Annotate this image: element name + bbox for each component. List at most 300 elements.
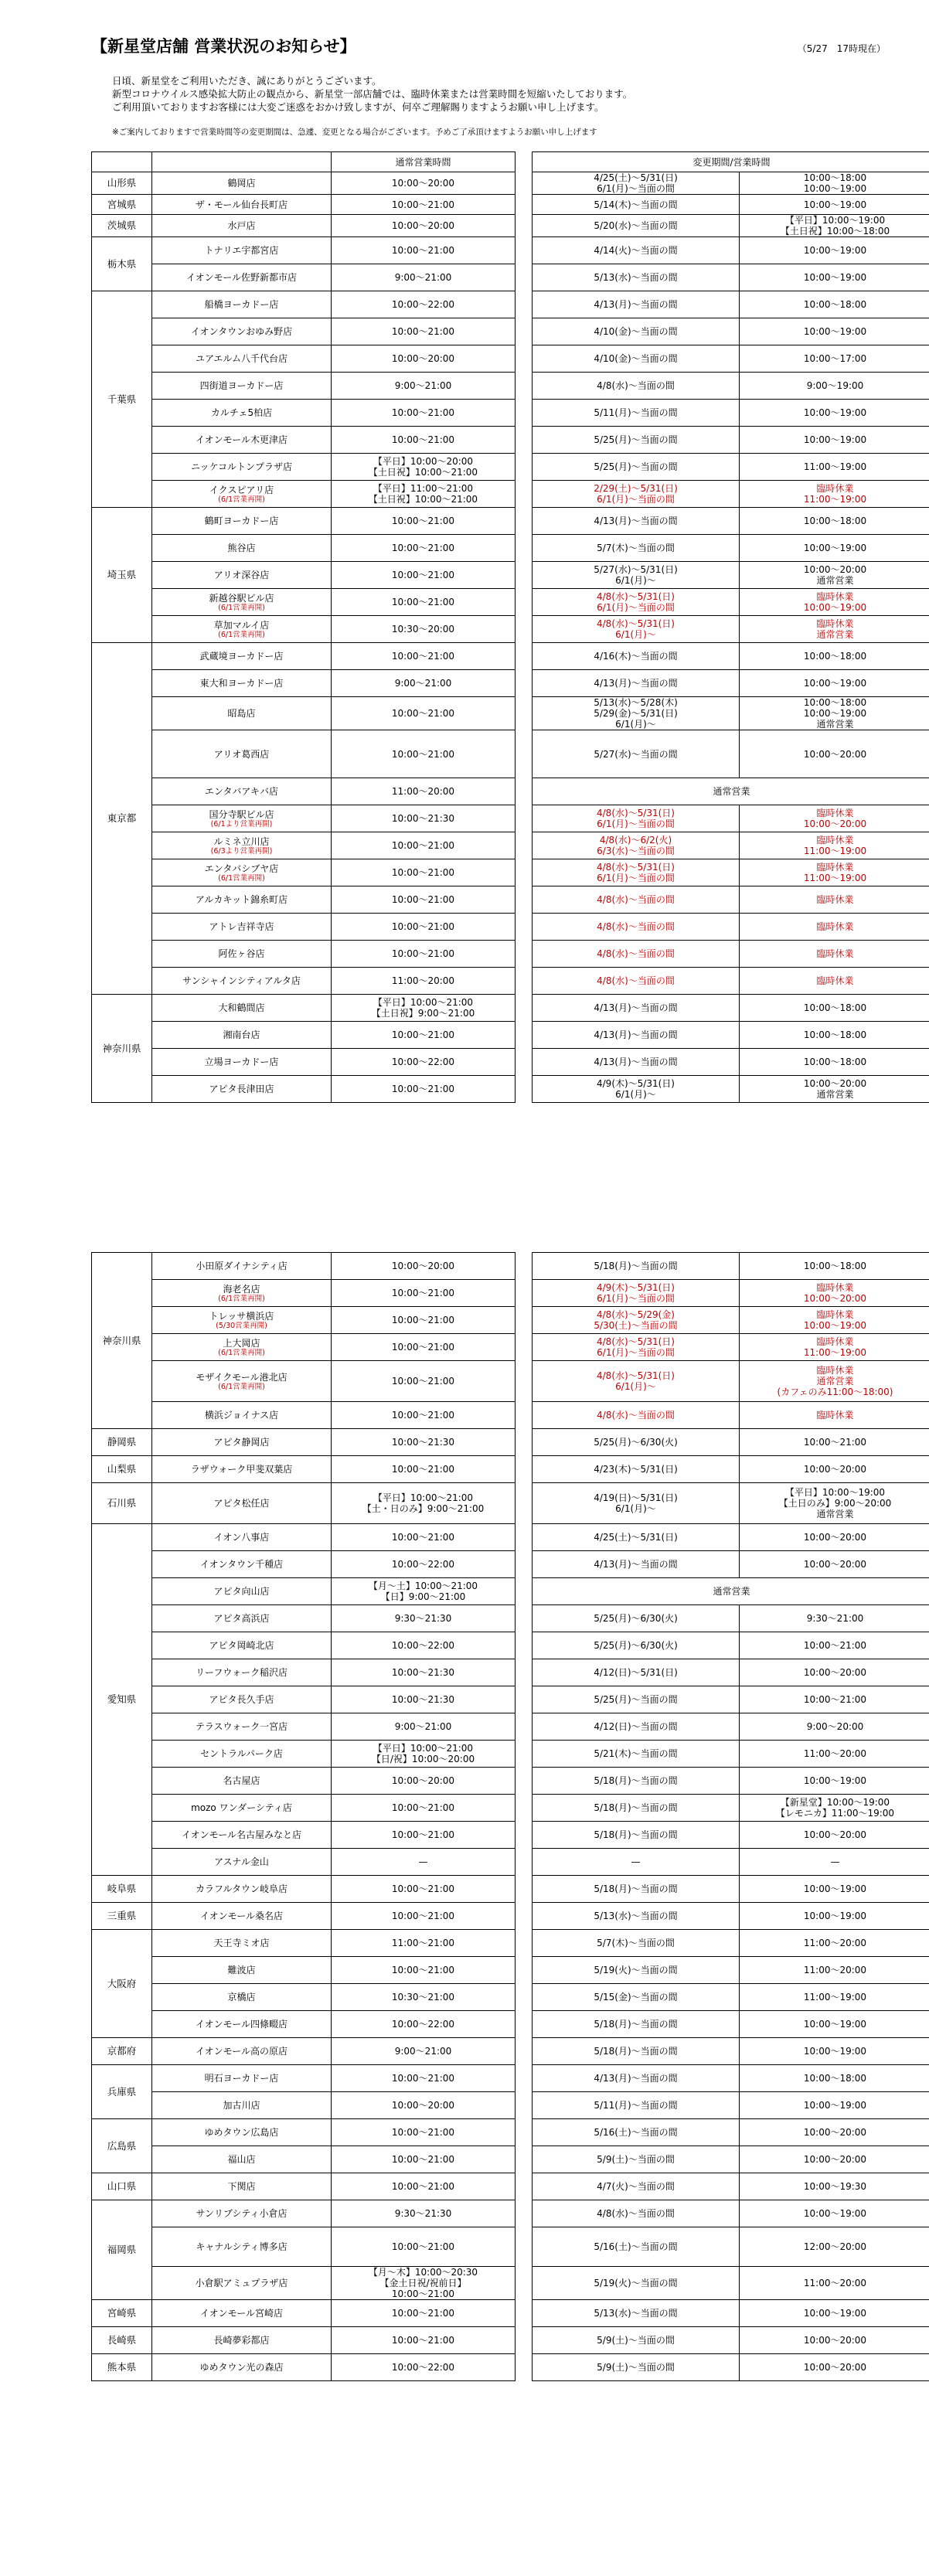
regular-hours: 9:00～21:00	[332, 264, 516, 291]
change-period: 4/8(水)～当面の間	[533, 2200, 740, 2227]
changed-hours: 10:00～18:00	[740, 1253, 929, 1280]
regular-hours: 10:00～21:00	[332, 1022, 516, 1049]
table-row	[92, 2038, 929, 2065]
prefecture-cell: 山口県	[92, 2173, 152, 2200]
changed-hours: 10:00～19:00	[740, 195, 929, 215]
store-name	[152, 1049, 332, 1076]
column-gap	[516, 2227, 533, 2267]
regular-hours: 10:00～21:00	[332, 1280, 516, 1307]
change-period: 4/8(水)～5/31(日) 6/1(月)～当面の間	[533, 859, 740, 886]
column-gap	[516, 941, 533, 968]
table-row	[92, 616, 929, 643]
regular-hours: 【月～土】10:00～21:00 【日】9:00～21:00	[332, 1578, 516, 1605]
table-row	[92, 2227, 929, 2267]
store-name	[152, 427, 332, 454]
prefecture-cell: 兵庫県	[92, 2065, 152, 2119]
table-row	[92, 508, 929, 535]
table-row	[92, 968, 929, 995]
changed-hours: 11:00～20:00	[740, 2267, 929, 2300]
changed-hours: 12:00～20:00	[740, 2227, 929, 2267]
change-period: 5/11(月)～当面の間	[533, 400, 740, 427]
changed-hours: 9:30～21:00	[740, 1605, 929, 1632]
store-name	[152, 237, 332, 264]
store-name-text: 京橋店	[227, 1992, 256, 2003]
store-name-text: イオンタウン千種店	[199, 1559, 284, 1570]
store-name	[152, 670, 332, 697]
change-period: 5/20(水)～当面の間	[533, 215, 740, 237]
column-gap	[516, 481, 533, 508]
store-name-text: 武蔵境ヨーカドー店	[199, 651, 284, 662]
as-of-timestamp: （5/27 17時現在）	[797, 43, 886, 54]
table-row	[92, 237, 929, 264]
store-name	[152, 832, 332, 859]
store-name-text: エンタバアキバ店	[205, 786, 278, 797]
change-period: 4/13(月)～当面の間	[533, 1049, 740, 1076]
table-row	[92, 400, 929, 427]
column-gap	[516, 535, 533, 562]
regular-hours: 10:00～21:00	[332, 730, 516, 778]
store-name-text: mozo ワンダーシティ店	[191, 1802, 292, 1813]
changed-hours: 10:00～18:00	[740, 995, 929, 1022]
table-row	[92, 1768, 929, 1795]
regular-hours: 10:00～20:00	[332, 1253, 516, 1280]
change-period: 5/25(月)～6/30(火)	[533, 1632, 740, 1659]
status-merged: 通常営業	[533, 1578, 929, 1605]
store-name	[152, 2011, 332, 2038]
column-gap	[516, 1686, 533, 1713]
store-name	[152, 1822, 332, 1849]
column-gap	[516, 1022, 533, 1049]
table-row	[92, 1307, 929, 1334]
table-row	[92, 643, 929, 670]
changed-hours: 10:00～18:00	[740, 643, 929, 670]
store-name	[152, 2092, 332, 2119]
change-period: 5/18(月)～当面の間	[533, 1253, 740, 1280]
prefecture-cell: 京都府	[92, 2038, 152, 2065]
column-gap	[516, 1957, 533, 1984]
column-gap	[516, 1984, 533, 2011]
store-name	[152, 1849, 332, 1876]
header-row	[92, 152, 929, 172]
store-name-text: 海老名店	[223, 1283, 260, 1295]
regular-hours: 10:00～21:00	[332, 2173, 516, 2200]
change-period: 4/8(水)～5/29(金) 5/30(土)～当面の間	[533, 1307, 740, 1334]
changed-hours: 9:00～20:00	[740, 1713, 929, 1741]
column-gap	[516, 995, 533, 1022]
changed-hours: 臨時休業	[740, 1402, 929, 1429]
store-name	[152, 1076, 332, 1103]
store-name-text: ユアエルム八千代台店	[196, 353, 288, 364]
store-name-text: エンタバシブヤ店	[204, 863, 279, 874]
change-period: 5/7(木)～当面の間	[533, 535, 740, 562]
store-name	[152, 2267, 332, 2300]
table-row	[92, 481, 929, 508]
changed-hours: 10:00～19:00	[740, 2300, 929, 2327]
reopen-note: (6/1営業再開)	[218, 630, 265, 639]
change-period: 4/8(水)～当面の間	[533, 886, 740, 914]
column-gap	[516, 195, 533, 215]
change-period: 4/12(日)～当面の間	[533, 1713, 740, 1741]
regular-hours: 10:00～22:00	[332, 291, 516, 318]
column-gap	[516, 2119, 533, 2146]
store-name-text: イオンタウンおゆみ野店	[190, 326, 293, 337]
regular-hours: 10:00～21:00	[332, 1903, 516, 1930]
regular-hours: 10:00～21:00	[332, 859, 516, 886]
changed-hours: 10:00～18:00	[740, 1049, 929, 1076]
store-name	[152, 481, 332, 508]
change-period: 5/21(木)～当面の間	[533, 1741, 740, 1768]
store-name	[152, 2065, 332, 2092]
prefecture-cell: 茨城県	[92, 215, 152, 237]
table-row	[92, 941, 929, 968]
change-period: 5/18(月)～当面の間	[533, 2011, 740, 2038]
changed-hours: 10:00～19:00	[740, 1876, 929, 1903]
store-name-text: 四街道ヨーカドー店	[199, 380, 284, 391]
change-period: 5/27(水)～当面の間	[533, 730, 740, 778]
changed-hours: 臨時休業 通常営業 (カフェのみ11:00～18:00)	[740, 1361, 929, 1402]
table-row	[92, 1741, 929, 1768]
changed-hours: 10:00～19:00	[740, 2011, 929, 2038]
changed-hours: 10:00～19:00	[740, 1903, 929, 1930]
reopen-note: (6/1営業再開)	[218, 1348, 265, 1357]
regular-hours: 10:00～21:00	[332, 589, 516, 616]
change-period: 5/14(木)～当面の間	[533, 195, 740, 215]
store-name	[152, 1686, 332, 1713]
column-gap	[516, 1713, 533, 1741]
store-name	[152, 2354, 332, 2381]
change-period: 4/14(火)～当面の間	[533, 237, 740, 264]
intro-line: ご利用頂いておりますお客様には大変ご迷惑をおかけ致しますが、何卒ご理解賜りますようお願い申し上げます。	[112, 101, 604, 113]
column-gap	[516, 670, 533, 697]
store-name-text: 鶴岡店	[227, 178, 256, 189]
regular-hours: 10:00～21:00	[332, 1334, 516, 1361]
store-name	[152, 1659, 332, 1686]
reopen-note: (6/1より営業再開)	[210, 819, 273, 829]
store-name-text: 下関店	[227, 2181, 256, 2192]
regular-hours: 10:00～21:00	[332, 2300, 516, 2327]
prefecture-cell: 福岡県	[92, 2200, 152, 2300]
column-gap	[516, 1456, 533, 1483]
store-name	[152, 968, 332, 995]
store-name	[152, 1361, 332, 1402]
store-name-text: 熊谷店	[227, 543, 256, 553]
table-row	[92, 2327, 929, 2354]
store-name	[152, 1768, 332, 1795]
store-name-text: 立場ヨーカドー店	[204, 1057, 279, 1067]
store-name	[152, 1957, 332, 1984]
store-name-text: カルチェ5柏店	[210, 407, 273, 418]
column-gap	[516, 1253, 533, 1280]
store-name-text: トレッサ横浜店	[209, 1310, 274, 1322]
changed-hours-header: 変更期間/営業時間	[533, 152, 929, 172]
column-gap	[516, 1903, 533, 1930]
column-gap	[516, 2146, 533, 2173]
column-gap	[516, 373, 533, 400]
store-name-text: アスナル金山	[214, 1856, 269, 1867]
column-gap	[516, 508, 533, 535]
store-name-text: アルカキット錦糸町店	[195, 894, 288, 905]
change-period: 4/13(月)～当面の間	[533, 291, 740, 318]
change-period: 5/13(水)～当面の間	[533, 264, 740, 291]
table-row	[92, 1253, 929, 1280]
store-name	[152, 2146, 332, 2173]
change-period: 5/25(月)～当面の間	[533, 454, 740, 481]
column-gap	[516, 1361, 533, 1402]
column-gap	[516, 562, 533, 589]
store-name	[152, 941, 332, 968]
header-cell	[152, 152, 332, 172]
change-period: 4/13(月)～当面の間	[533, 995, 740, 1022]
table-row	[92, 1795, 929, 1822]
regular-hours: 10:00～21:00	[332, 1307, 516, 1334]
reopen-note: (6/3より営業再開)	[210, 846, 273, 856]
prefecture-cell: 神奈川県	[92, 995, 152, 1103]
store-name	[152, 2173, 332, 2200]
store-name-text: 水戸店	[227, 220, 256, 231]
changed-hours: 臨時休業 11:00～19:00	[740, 859, 929, 886]
table-row	[92, 427, 929, 454]
store-name-text: サンシャインシティアルタ店	[182, 975, 301, 986]
column-gap	[516, 1768, 533, 1795]
table-row	[92, 995, 929, 1022]
table-row	[92, 1334, 929, 1361]
changed-hours: 10:00～18:00 10:00～19:00	[740, 172, 929, 195]
change-period: 4/8(水)～6/2(火) 6/3(水)～当面の間	[533, 832, 740, 859]
change-period: 5/16(土)～当面の間	[533, 2227, 740, 2267]
regular-hours: 10:00～21:00	[332, 2065, 516, 2092]
prefecture-cell: 宮崎県	[92, 2300, 152, 2327]
column-gap	[516, 968, 533, 995]
store-name	[152, 1984, 332, 2011]
store-name	[152, 1578, 332, 1605]
store-name	[152, 1903, 332, 1930]
column-gap	[516, 859, 533, 886]
store-name-text: ニッケコルトンプラザ店	[190, 461, 293, 472]
store-name	[152, 1795, 332, 1822]
column-gap	[516, 616, 533, 643]
table-row	[92, 1903, 929, 1930]
regular-hours: 10:00～21:00	[332, 2119, 516, 2146]
changed-hours: 10:00～20:00	[740, 730, 929, 778]
store-name-text: 明石ヨーカドー店	[204, 2073, 279, 2084]
intro-text	[112, 74, 854, 114]
regular-hours: 10:00～21:00	[332, 1076, 516, 1103]
reopen-note: (5/30営業再開)	[216, 1321, 267, 1330]
prefecture-cell: 大阪府	[92, 1930, 152, 2038]
reopen-note: (6/1営業再開)	[218, 1382, 265, 1391]
regular-hours: 【平日】10:00～21:00 【土日祝】9:00～21:00	[332, 995, 516, 1022]
regular-hours: 9:00～21:00	[332, 373, 516, 400]
regular-hours: 10:00～22:00	[332, 1551, 516, 1578]
changed-hours: 10:00～20:00	[740, 1456, 929, 1483]
store-name-text: イオンモール名古屋みなと店	[182, 1829, 301, 1840]
regular-hours: 【平日】11:00～21:00 【土日祝】10:00～21:00	[332, 481, 516, 508]
changed-hours: 11:00～20:00	[740, 1741, 929, 1768]
change-period: 4/9(木)～5/31(日) 6/1(月)～当面の間	[533, 1280, 740, 1307]
regular-hours: 10:00～21:00	[332, 832, 516, 859]
column-gap	[516, 2011, 533, 2038]
table-row	[92, 291, 929, 318]
table-row	[92, 2267, 929, 2300]
table-row	[92, 1076, 929, 1103]
changed-hours: 10:00～18:00	[740, 291, 929, 318]
changed-hours: 臨時休業 11:00～19:00	[740, 1334, 929, 1361]
change-period: 4/8(水)～当面の間	[533, 914, 740, 941]
table-row	[92, 730, 929, 778]
changed-hours: 臨時休業 11:00～19:00	[740, 832, 929, 859]
store-name-text: アピタ長久手店	[209, 1694, 274, 1705]
column-gap	[516, 427, 533, 454]
prefecture-cell: 宮城県	[92, 195, 152, 215]
regular-hours: 10:00～21:00	[332, 1402, 516, 1429]
store-name-text: アトレ吉祥寺店	[209, 921, 274, 932]
column-gap	[516, 832, 533, 859]
regular-hours: 10:00～22:00	[332, 1049, 516, 1076]
prefecture-cell: 愛知県	[92, 1524, 152, 1876]
changed-hours: 10:00～19:00	[740, 535, 929, 562]
change-period: 5/25(月)～当面の間	[533, 427, 740, 454]
table-row	[92, 264, 929, 291]
table-row	[92, 454, 929, 481]
store-name	[152, 508, 332, 535]
table-row	[92, 1280, 929, 1307]
regular-hours: 【月～木】10:00～20:30 【金土日祝/祝前日】 10:00～21:00	[332, 2267, 516, 2300]
store-name-text: 小田原ダイナシティ店	[196, 1261, 288, 1271]
regular-hours: 10:00～20:00	[332, 1768, 516, 1795]
store-name-text: 草加マルイ店	[213, 619, 270, 631]
store-name-text: イオン八事店	[213, 1532, 270, 1543]
status-merged: 通常営業	[533, 778, 929, 805]
table-row	[92, 373, 929, 400]
change-period: 5/7(木)～当面の間	[533, 1930, 740, 1957]
prefecture-cell: 静岡県	[92, 1429, 152, 1456]
changed-hours: 10:00～19:00	[740, 670, 929, 697]
table-row	[92, 859, 929, 886]
changed-hours: 10:00～20:00	[740, 1524, 929, 1551]
store-name	[152, 2300, 332, 2327]
change-period: 5/9(土)～当面の間	[533, 2354, 740, 2381]
store-name-text: イオンモール佐野新都市店	[186, 272, 297, 283]
store-name-text: 天王寺ミオ店	[213, 1938, 270, 1948]
store-name	[152, 291, 332, 318]
change-period: 4/13(月)～当面の間	[533, 2065, 740, 2092]
column-gap	[516, 264, 533, 291]
table-row	[92, 345, 929, 373]
changed-hours: 臨時休業 10:00～20:00	[740, 1280, 929, 1307]
table-row	[92, 1876, 929, 1903]
change-period: 4/25(土)～5/31(日)	[533, 1524, 740, 1551]
store-name	[152, 859, 332, 886]
changed-hours: 10:00～20:00	[740, 2354, 929, 2381]
change-period: 5/13(水)～5/28(木) 5/29(金)～5/31(日) 6/1(月)～	[533, 697, 740, 730]
store-name	[152, 1524, 332, 1551]
store-name	[152, 1713, 332, 1741]
store-name-text: リーフウォーク稲沢店	[196, 1667, 288, 1678]
change-period: 4/8(水)～当面の間	[533, 968, 740, 995]
regular-hours: 10:00～22:00	[332, 2354, 516, 2381]
store-name-text: アピタ長津田店	[209, 1084, 274, 1094]
notice-note: ※ご案内しておりますで営業時間等の変更期間は、急遽、変更となる場合がございます。予めご了承頂けますようお願い申し上げます	[112, 128, 597, 137]
store-name	[152, 1551, 332, 1578]
table-row	[92, 1361, 929, 1402]
store-name	[152, 1253, 332, 1280]
regular-hours: 10:00～22:00	[332, 2011, 516, 2038]
changed-hours: 9:00～19:00	[740, 373, 929, 400]
change-period: 4/8(水)～当面の間	[533, 941, 740, 968]
column-gap	[516, 697, 533, 730]
regular-hours: 10:00～21:00	[332, 195, 516, 215]
table-row	[92, 2200, 929, 2227]
column-gap	[516, 2200, 533, 2227]
store-name	[152, 1605, 332, 1632]
store-name-text: カラフルタウン岐阜店	[195, 1884, 288, 1894]
changed-hours: 10:00～19:30	[740, 2173, 929, 2200]
changed-hours: 【新星堂】10:00～19:00 【レモニカ】11:00～19:00	[740, 1795, 929, 1822]
table-row	[92, 1713, 929, 1741]
change-period: 2/29(土)～5/31(日) 6/1(月)～当面の間	[533, 481, 740, 508]
changed-hours: 10:00～19:00	[740, 237, 929, 264]
store-name	[152, 995, 332, 1022]
store-name	[152, 1334, 332, 1361]
regular-hours: 9:30～21:30	[332, 1605, 516, 1632]
store-name	[152, 2200, 332, 2227]
store-name-text: アピタ高浜店	[213, 1613, 270, 1624]
change-period: —	[533, 1849, 740, 1876]
column-gap	[516, 1524, 533, 1551]
store-name	[152, 1280, 332, 1307]
change-period: 5/27(水)～5/31(日) 6/1(月)～	[533, 562, 740, 589]
regular-hours: 10:00～21:00	[332, 237, 516, 264]
changed-hours: 10:00～20:00	[740, 2119, 929, 2146]
regular-hours: 【平日】10:00～21:00 【土・日のみ】9:00～21:00	[332, 1483, 516, 1524]
column-gap	[516, 2267, 533, 2300]
store-name-text: 昭島店	[227, 708, 256, 719]
store-name-text: テラスウォーク一宮店	[195, 1721, 288, 1732]
store-name	[152, 1456, 332, 1483]
store-name-text: ゆめタウン光の森店	[199, 2362, 284, 2373]
table-row	[92, 2011, 929, 2038]
changed-hours: 臨時休業 11:00～19:00	[740, 481, 929, 508]
regular-hours: 10:00～21:00	[332, 1456, 516, 1483]
column-gap	[516, 1795, 533, 1822]
regular-hours: 9:00～21:00	[332, 2038, 516, 2065]
column-gap	[516, 1076, 533, 1103]
regular-hours: 10:30～21:00	[332, 1984, 516, 2011]
changed-hours: 臨時休業 10:00～20:00	[740, 805, 929, 832]
regular-hours: 11:00～20:00	[332, 968, 516, 995]
store-name-text: イオンモール四條畷店	[196, 2019, 288, 2030]
prefecture-cell: 広島県	[92, 2119, 152, 2173]
regular-hours: 10:00～21:00	[332, 535, 516, 562]
prefecture-cell: 東京都	[92, 643, 152, 995]
changed-hours: 【平日】10:00～19:00 【土日のみ】9:00～20:00 通常営業	[740, 1483, 929, 1524]
store-name	[152, 454, 332, 481]
table-row	[92, 1984, 929, 2011]
changed-hours: 10:00～19:00	[740, 264, 929, 291]
regular-hours: 10:00～20:00	[332, 2092, 516, 2119]
table-row	[92, 1686, 929, 1713]
store-name	[152, 345, 332, 373]
change-period: 5/18(月)～当面の間	[533, 1795, 740, 1822]
regular-hours: 10:00～21:00	[332, 318, 516, 345]
store-name-text: 名古屋店	[223, 1775, 260, 1786]
store-name	[152, 730, 332, 778]
change-period: 5/25(月)～当面の間	[533, 1686, 740, 1713]
table-row	[92, 1849, 929, 1876]
store-name-text: イオンモール宮崎店	[200, 2308, 283, 2319]
store-table	[91, 151, 929, 1103]
column-gap	[516, 237, 533, 264]
